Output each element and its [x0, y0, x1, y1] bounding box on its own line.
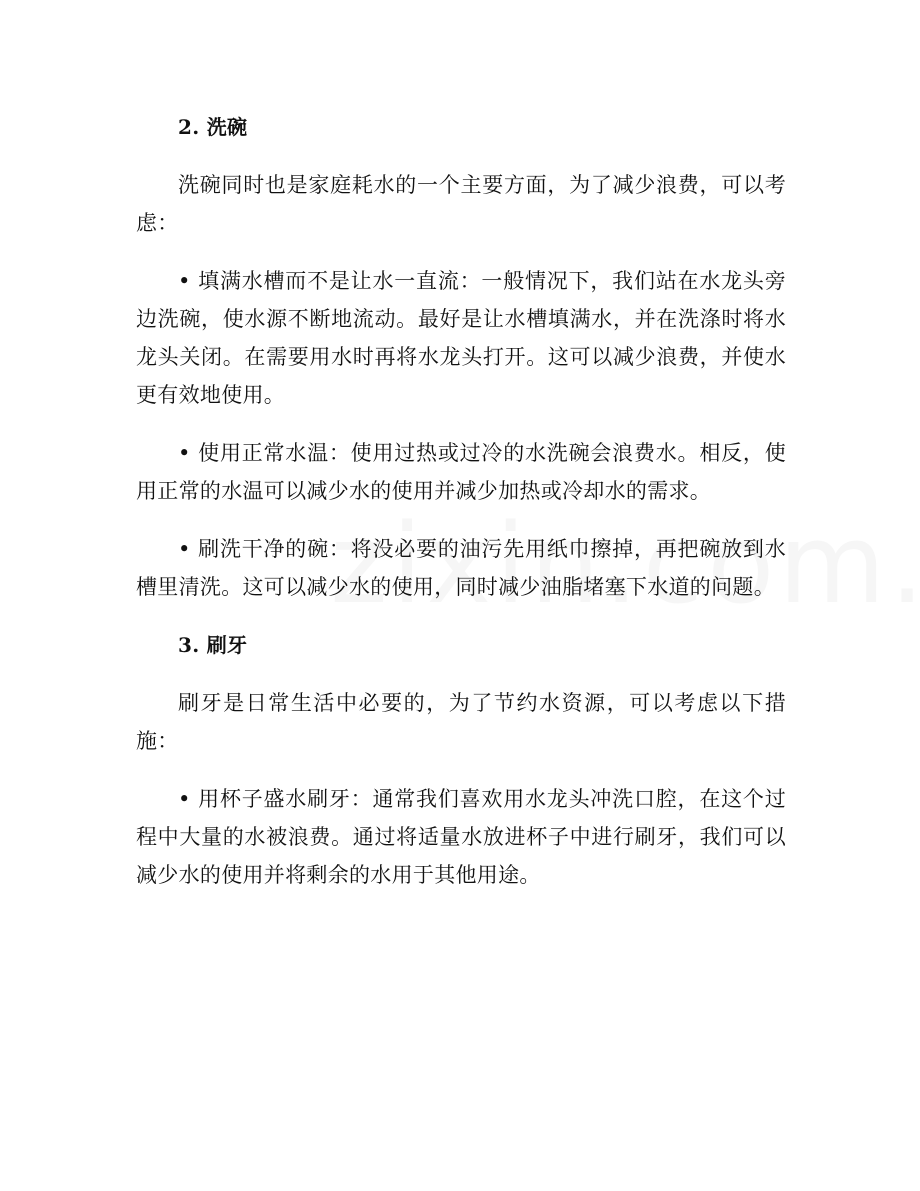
document-body: [136, 108, 786, 914]
section-heading: 3. 刷牙: [178, 633, 248, 657]
bullet-item: • 使用正常水温：使用过热或过冷的水洗碗会浪费水。相反，使用正常的水温可以减少水的使用并减少加热或冷却水的需求。: [136, 441, 786, 503]
section-heading: 2. 洗碗: [178, 115, 248, 139]
section-intro: 刷牙是日常生活中必要的，为了节约水资源，可以考虑以下措施：: [136, 691, 786, 753]
bullet-item: • 用杯子盛水刷牙：通常我们喜欢用水龙头冲洗口腔，在这个过程中大量的水被浪费。通过将适量水放进杯子中进行刷牙，我们可以减少水的使用并将剩余的水用于其他用途。: [136, 787, 786, 887]
section-intro: 洗碗同时也是家庭耗水的一个主要方面，为了减少浪费，可以考虑：: [136, 173, 786, 235]
bullet-item: • 刷洗干净的碗：将没必要的油污先用纸巾擦掉，再把碗放到水槽里清洗。这可以减少水的使用，同时减少油脂堵塞下水道的问题。: [136, 537, 786, 599]
bullet-item: • 填满水槽而不是让水一直流：一般情况下，我们站在水龙头旁边洗碗，使水源不断地流动。最好是让水槽填满水，并在洗涤时将水龙头关闭。在需要用水时再将水龙头打开。这可以减少浪费，并使水更有效地使用。: [136, 269, 786, 407]
section-dishwashing: [136, 108, 786, 606]
section-brushing-teeth: [136, 626, 786, 894]
